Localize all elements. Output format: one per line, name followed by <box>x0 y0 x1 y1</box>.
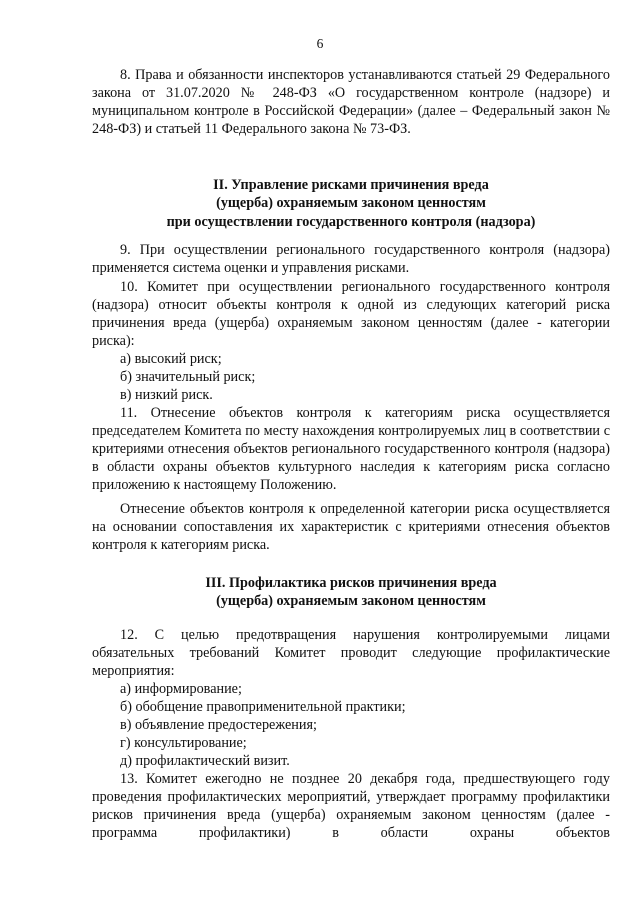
section-2-heading-line-2: (ущерба) охраняемым законом ценностям <box>216 195 486 212</box>
section-2-heading <box>92 176 610 231</box>
paragraph-10: 10. Комитет при осуществлении регионального государственного контроля (надзора) относит объекты контроля к одной из следующих категорий риска причинения вреда (ущерба) охраняемым законом ценностям (далее - категории риска): <box>92 279 610 350</box>
page-number: 6 <box>316 36 324 51</box>
paragraph-9: 9. При осуществлении регионального государственного контроля (надзора) применяется система оценки и управления рисками. <box>92 242 610 277</box>
section-3-heading-line-2: (ущерба) охраняемым законом ценностям <box>216 593 486 610</box>
section-3-heading-line-1: III. Профилактика рисков причинения вреда <box>205 575 497 591</box>
section-2-heading-line-1: II. Управление рисками причинения вреда <box>213 177 489 193</box>
prevention-item: а) информирование; <box>120 681 242 697</box>
risk-item-high: а) высокий риск; <box>120 351 222 367</box>
prevention-item: б) обобщение правоприменительной практики; <box>120 699 406 716</box>
paragraph-11: 11. Отнесение объектов контроля к категориям риска осуществляется председателем Комитета по месту нахождения контролируемых лиц в соответствии с критериями отнесения объектов регионального государственного контроля (надзора) в области охраны объектов культурного наследия к категориям риска согласно приложению к настоящему Положению. <box>92 405 610 494</box>
prevention-item: д) профилактический визит. <box>120 753 290 770</box>
prevention-item: в) объявление предостережения; <box>120 717 317 734</box>
prevention-item: г) консультирование; <box>120 735 247 752</box>
risk-category-list <box>92 350 610 404</box>
risk-item-significant: б) значительный риск; <box>120 369 256 386</box>
risk-item-low: в) низкий риск. <box>120 387 213 404</box>
paragraph-13: 13. Комитет ежегодно не позднее 20 декабря года, предшествующего году проведения профилактических мероприятий, утверждает программу профилактики рисков причинения вреда (ущерба) охраняемым законом ценностям (далее - программа профилактики) в области охраны объектов <box>92 771 610 842</box>
prevention-measures-list <box>92 680 610 770</box>
paragraph-11-continued: Отнесение объектов контроля к определенной категории риска осуществляется на основании сопоставления их характеристик с критериями отнесения объектов контроля к категориям риска. <box>92 501 610 554</box>
paragraph-8: 8. Права и обязанности инспекторов устанавливаются статьей 29 Федерального закона от 31.07.2020 № 248-ФЗ «О государственном контроле (надзоре) и муниципальном контроле в Российской Федерации» (далее – Федеральный закон № 248-ФЗ) и статьей 11 Федерального закона № 73-ФЗ. <box>92 67 610 138</box>
section-3-heading <box>92 574 610 611</box>
section-2-heading-line-3: при осуществлении государственного контроля (надзора) <box>166 213 536 230</box>
paragraph-12: 12. С целью предотвращения нарушения контролируемыми лицами обязательных требований Комитет проводит следующие профилактические мероприятия: <box>92 627 610 680</box>
